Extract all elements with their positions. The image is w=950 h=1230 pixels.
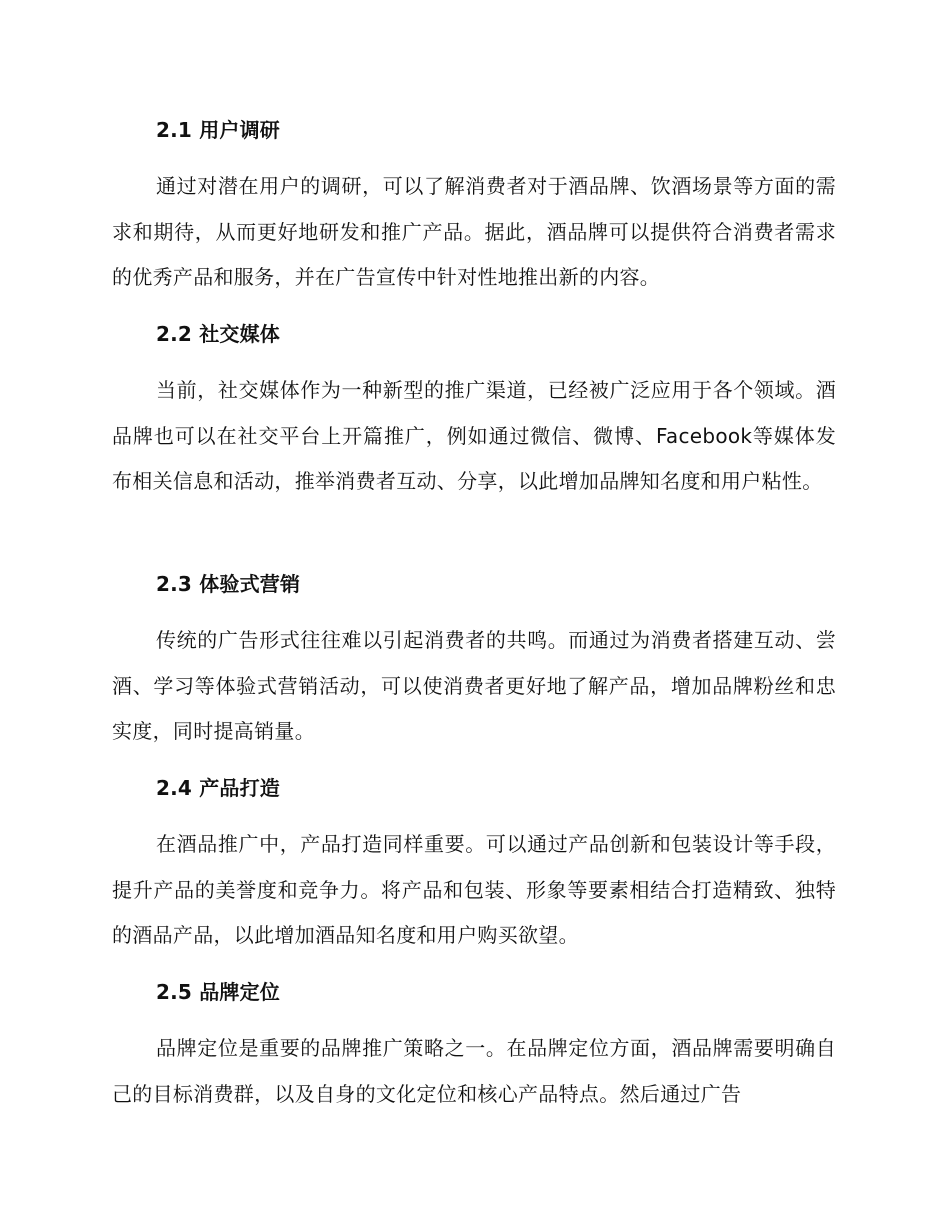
paragraph-product-building: 在酒品推广中，产品打造同样重要。可以通过产品创新和包装设计等手段，提升产品的美誉度和竞争力。将产品和包装、形象等要素相结合打造精致、独特的酒品产品，以此增加酒品知名度和用户购买欲望。: [112, 832, 836, 947]
paragraph-brand-positioning: 品牌定位是重要的品牌推广策略之一。在品牌定位方面，酒品牌需要明确自己的目标消费群，以及自身的文化定位和核心产品特点。然后通过广告: [112, 1036, 836, 1106]
section-heading-user-research: 2.1 用户调研: [156, 118, 280, 142]
section-body-social-media: [112, 368, 836, 505]
section-heading-experiential-marketing: 2.3 体验式营销: [156, 572, 301, 596]
section-heading-product-building: 2.4 产品打造: [156, 776, 280, 800]
paragraph-user-research: 通过对潜在用户的调研，可以了解消费者对于酒品牌、饮酒场景等方面的需求和期待，从而更好地研发和推广产品。据此，酒品牌可以提供符合消费者需求的优秀产品和服务，并在广告宣传中针对性地推出新的内容。: [112, 174, 836, 289]
section-heading-brand-positioning: 2.5 品牌定位: [156, 980, 280, 1004]
section-body-product-building: [112, 822, 836, 959]
paragraph-experiential-marketing: 传统的广告形式往往难以引起消费者的共鸣。而通过为消费者搭建互动、尝酒、学习等体验式营销活动，可以使消费者更好地了解产品，增加品牌粉丝和忠实度，同时提高销量。: [112, 628, 836, 743]
section-body-brand-positioning: [112, 1026, 836, 1117]
section-body-experiential-marketing: [112, 618, 836, 755]
section-body-user-research: [112, 164, 836, 301]
section-heading-social-media: 2.2 社交媒体: [156, 322, 280, 346]
paragraph-social-media: 当前，社交媒体作为一种新型的推广渠道，已经被广泛应用于各个领域。酒品牌也可以在社交平台上开篇推广，例如通过微信、微博、Facebook等媒体发布相关信息和活动，推举消费者互动、分享，以此增加品牌知名度和用户粘性。: [112, 378, 836, 493]
